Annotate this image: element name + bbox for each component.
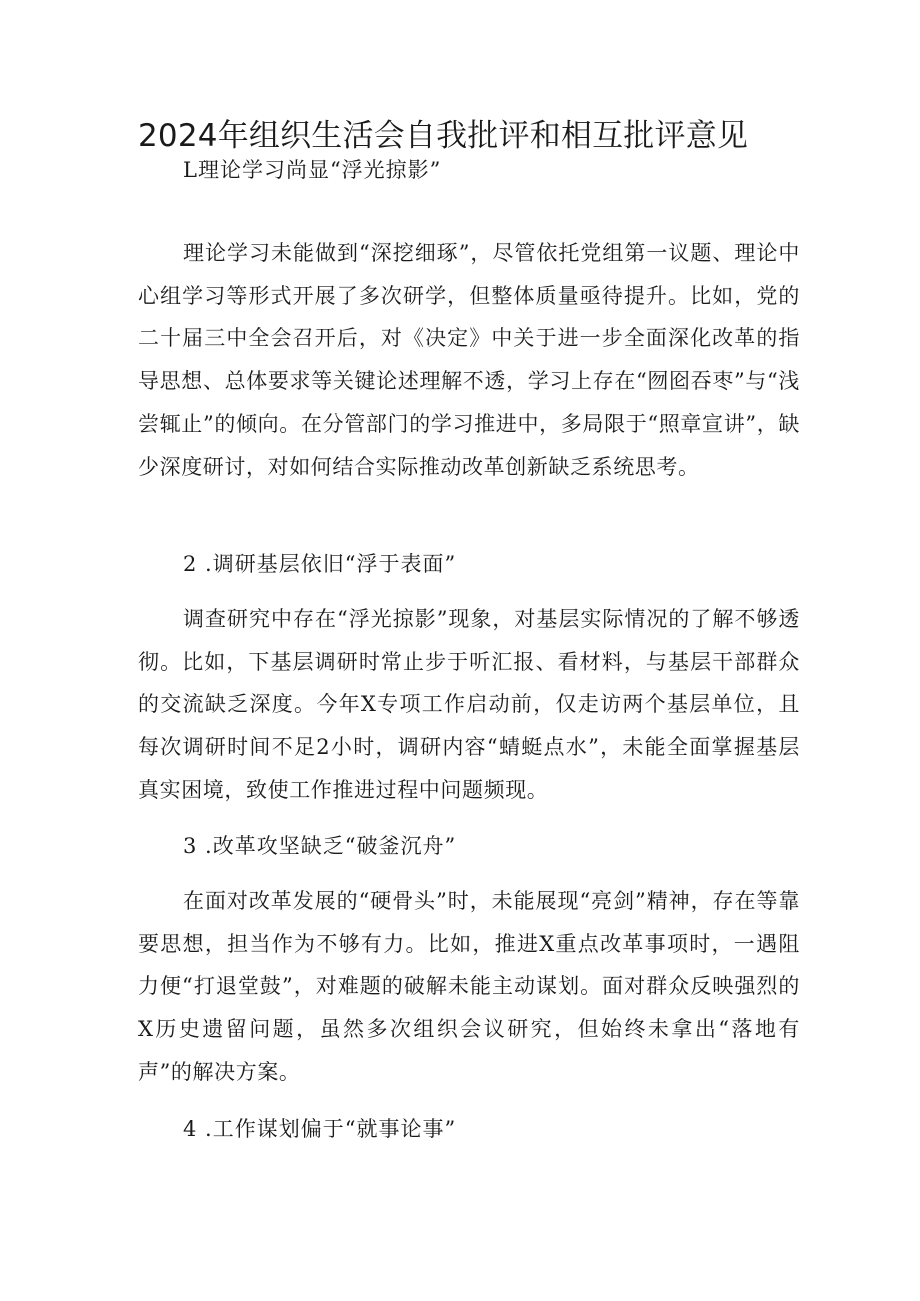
- section-body-1: 理论学习未能做到“深挖细琢”，尽管依托党组第一议题、理论中心组学习等形式开展了多次研学，但整体质量亟待提升。比如，党的二十届三中全会召开后，对《决定》中关于进一步全面深化改革的指导思想、总体要求等关键论述理解不透，学习上存在“囫囵吞枣”与“浅尝辄止”的倾向。在分管部门的学习推进中，多局限于“照章宣讲”，缺少深度研讨，对如何结合实际推动改革创新缺乏系统思考。: [138, 241, 800, 479]
- section-heading-1: L理论学习尚显“浮光掠影”: [183, 158, 442, 182]
- section-heading-2: 2 .调研基层依旧“浮于表面”: [183, 552, 457, 576]
- section-body-3: 在面对改革发展的“硬骨头”时，未能展现“亮剑”精神，存在等靠要思想，担当作为不够有力。比如，推进X重点改革事项时，一遇阻力便“打退堂鼓”，对难题的破解未能主动谋划。面对群众反映强烈的X历史遗留问题，虽然多次组织会议研究，但始终未拿出“落地有声”的解决方案。: [138, 889, 800, 1084]
- section-heading-3: 3 .改革攻坚缺乏“破釜沉舟”: [183, 834, 457, 858]
- document-title: 2024年组织生活会自我批评和相互批评意见: [138, 118, 749, 154]
- section-body-2: 调查研究中存在“浮光掠影”现象，对基层实际情况的了解不够透彻。比如，下基层调研时常止步于听汇报、看材料，与基层干部群众的交流缺乏深度。今年X专项工作启动前，仅走访两个基层单位，且每次调研时间不足2小时，调研内容“蜻蜓点水”，未能全面掌握基层真实困境，致使工作推进过程中问题频现。: [138, 607, 800, 802]
- section-heading-4: 4 .工作谋划偏于“就事论事”: [183, 1117, 457, 1141]
